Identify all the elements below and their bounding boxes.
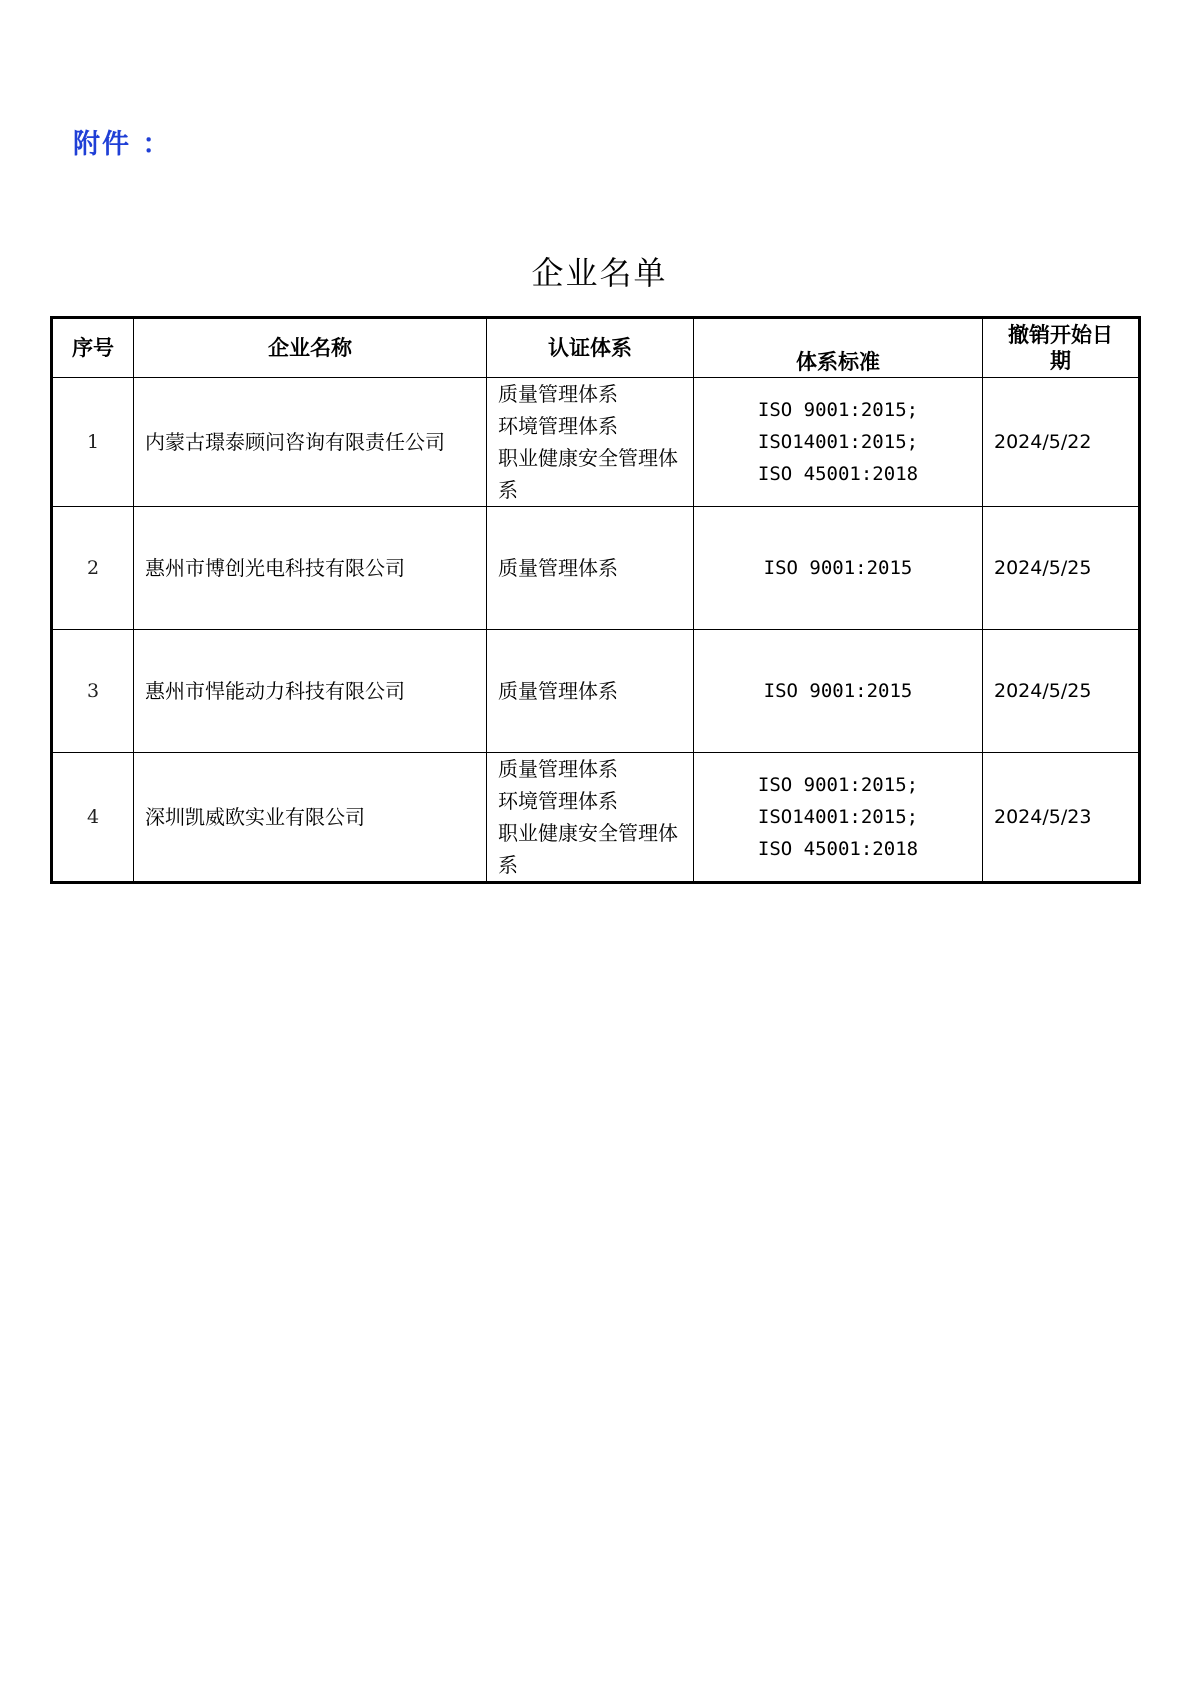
table-header-row	[52, 318, 1140, 378]
company-name-text: 惠州市博创光电科技有限公司	[145, 556, 405, 580]
standard-item: ISO 45001:2018	[757, 838, 919, 860]
revocation-date: 2024/5/25	[983, 507, 1140, 630]
system-standards	[694, 507, 983, 630]
row-index: 4	[52, 753, 134, 883]
company-name	[134, 378, 487, 507]
company-name-text: 深圳凯威欧实业有限公司	[145, 805, 365, 829]
header-system: 认证体系	[487, 318, 694, 378]
system-standards	[694, 378, 983, 507]
system-item: 环境管理体系	[498, 414, 618, 438]
company-name-text: 内蒙古璟泰顾问咨询有限责任公司	[145, 430, 445, 454]
system-item: 质量管理体系	[498, 556, 618, 580]
header-name: 企业名称	[134, 318, 487, 378]
standard-item: ISO14001:2015;	[757, 431, 919, 453]
header-index: 序号	[52, 318, 134, 378]
table-row	[52, 378, 1140, 507]
system-item: 质量管理体系	[498, 757, 618, 781]
standard-item: ISO 9001:2015;	[757, 399, 919, 421]
standard-item: ISO 9001:2015	[763, 680, 913, 702]
standard-item: ISO14001:2015;	[757, 806, 919, 828]
header-standard: 体系标准	[694, 318, 983, 378]
revocation-date: 2024/5/22	[983, 378, 1140, 507]
revocation-date: 2024/5/25	[983, 630, 1140, 753]
header-date-line1: 撤销开始日	[1008, 323, 1113, 347]
company-name	[134, 753, 487, 883]
system-standards	[694, 753, 983, 883]
system-item: 职业健康安全管理体系	[498, 446, 678, 502]
row-index: 1	[52, 378, 134, 507]
table-row	[52, 753, 1140, 883]
header-date	[983, 318, 1140, 378]
standard-item: ISO 9001:2015	[763, 557, 913, 579]
certification-systems	[487, 630, 694, 753]
system-item: 质量管理体系	[498, 382, 618, 406]
row-index: 2	[52, 507, 134, 630]
system-standards	[694, 630, 983, 753]
table-row	[52, 630, 1140, 753]
table-row	[52, 507, 1140, 630]
revocation-date: 2024/5/23	[983, 753, 1140, 883]
system-item: 质量管理体系	[498, 679, 618, 703]
attachment-label: 附件 ：	[73, 129, 172, 160]
system-item: 职业健康安全管理体系	[498, 821, 678, 877]
company-table	[50, 316, 1141, 884]
page-title: 企业名单	[531, 254, 668, 292]
certification-systems	[487, 507, 694, 630]
company-name-text: 惠州市悍能动力科技有限公司	[145, 679, 405, 703]
standard-item: ISO 45001:2018	[757, 463, 919, 485]
system-item: 环境管理体系	[498, 789, 618, 813]
company-name	[134, 630, 487, 753]
company-name	[134, 507, 487, 630]
standard-item: ISO 9001:2015;	[757, 774, 919, 796]
certification-systems	[487, 378, 694, 507]
certification-systems	[487, 753, 694, 883]
row-index: 3	[52, 630, 134, 753]
header-date-line2: 期	[1050, 349, 1071, 373]
